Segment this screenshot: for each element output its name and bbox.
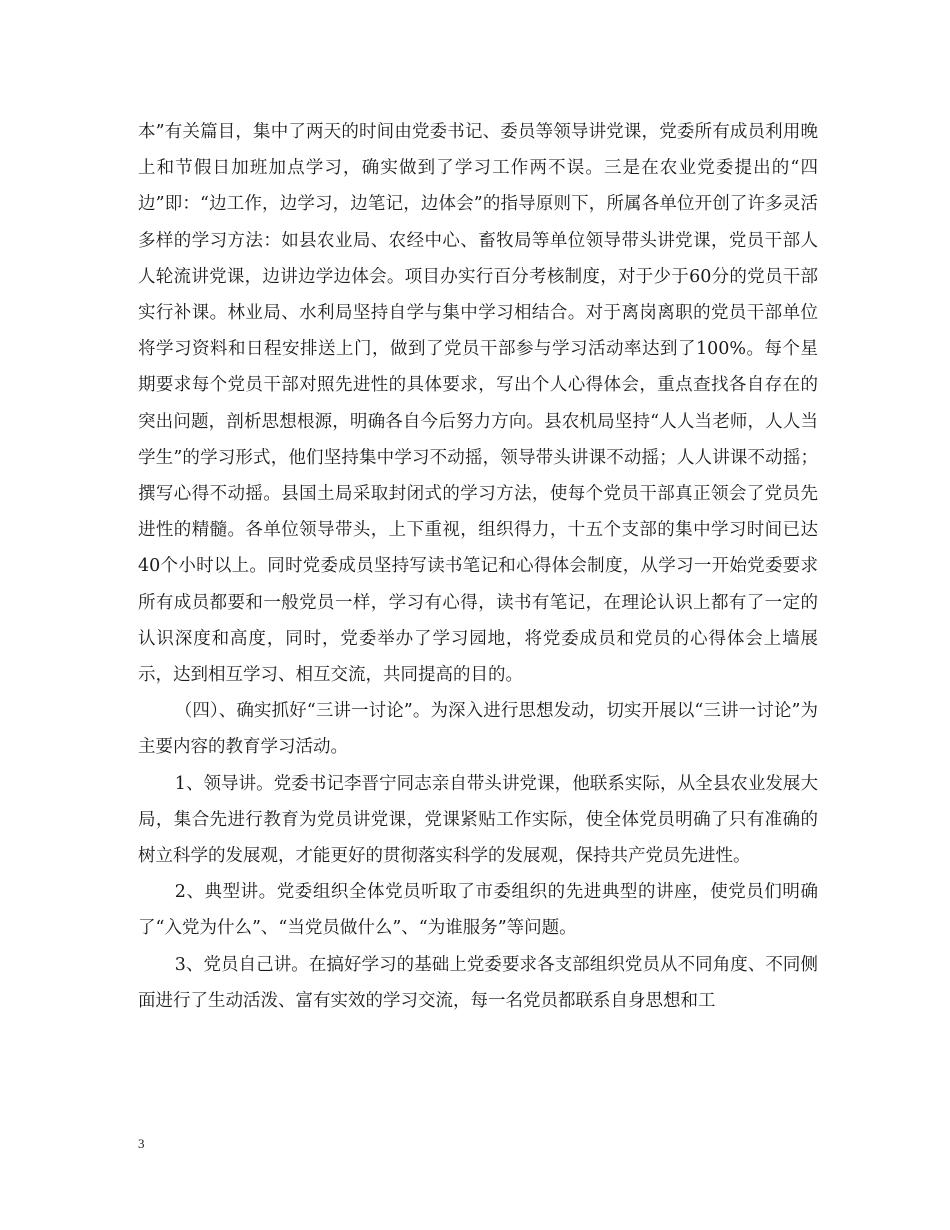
paragraph-member-lecture: 3、党员自己讲。在搞好学习的基础上党委要求各支部组织党员从不同角度、不同侧面进行了生动活泼、富有实效的学习交流，每一名党员都联系自身思想和工 (138, 954, 818, 1011)
paragraph-leader-lecture: 1、领导讲。党委书记李晋宁同志亲自带头讲党课，他联系实际，从全县农业发展大局，集合先进行教育为党员讲党课，党课紧贴工作实际，使全体党员明确了只有准确的树立科学的发展观，才能更好的贯彻落实科学的发展观，保持共产党员先进性。 (138, 773, 818, 867)
body-text (138, 114, 818, 1019)
paragraph-model-lecture: 2、典型讲。党委组织全体党员听取了市委组织的先进典型的讲座，使党员们明确了“入党为什么”、“当党员做什么”、“为谁服务”等问题。 (138, 882, 818, 939)
paragraph-continuation: 本”有关篇目，集中了两天的时间由党委书记、委员等领导讲党课，党委所有成员利用晚上和节假日加班加点学习，确实做到了学习工作两不误。三是在农业党委提出的“四边”即：“边工作，边学习，边笔记，边体会”的指导原则下，所属各单位开创了许多灵活多样的学习方法：如县农业局、农经中心、畜牧局等单位领导带头讲党课，党员干部人人轮流讲党课，边讲边学边体会。项目办实行百分考核制度，对于少于60分的党员干部实行补课。林业局、水利局坚持自学与集中学习相结合。对于离岗离职的党员干部单位将学习资料和日程安排送上门，做到了党员干部参与学习活动率达到了100%。每个星期要求每个党员干部对照先进性的具体要求，写出个人心得体会，重点查找各自存在的突出问题，剖析思想根源，明确各自今后努力方向。县农机局坚持“人人当老师，人人当学生”的学习形式，他们坚持集中学习不动摇，领导带头讲课不动摇；人人讲课不动摇；撰写心得不动摇。县国土局采取封闭式的学习方法，使每个党员干部真正领会了党员先进性的精髓。各单位领导带头，上下重视，组织得力，十五个支部的集中学习时间已达40个小时以上。同时党委成员坚持写读书笔记和心得体会制度，从学习一开始党委要求所有成员都要和一般党员一样，学习有心得，读书有笔记，在理论认识上都有了一定的认识深度和高度，同时，党委举办了学习园地，将党委成员和党员的心得体会上墙展示，达到相互学习、相互交流，共同提高的目的。 (138, 122, 818, 686)
paragraph-section-four: （四）、确实抓好“三讲一讨论”。为深入进行思想发动，切实开展以“三讲一讨论”为主要内容的教育学习活动。 (138, 701, 818, 758)
page-number: 3 (138, 1136, 145, 1151)
